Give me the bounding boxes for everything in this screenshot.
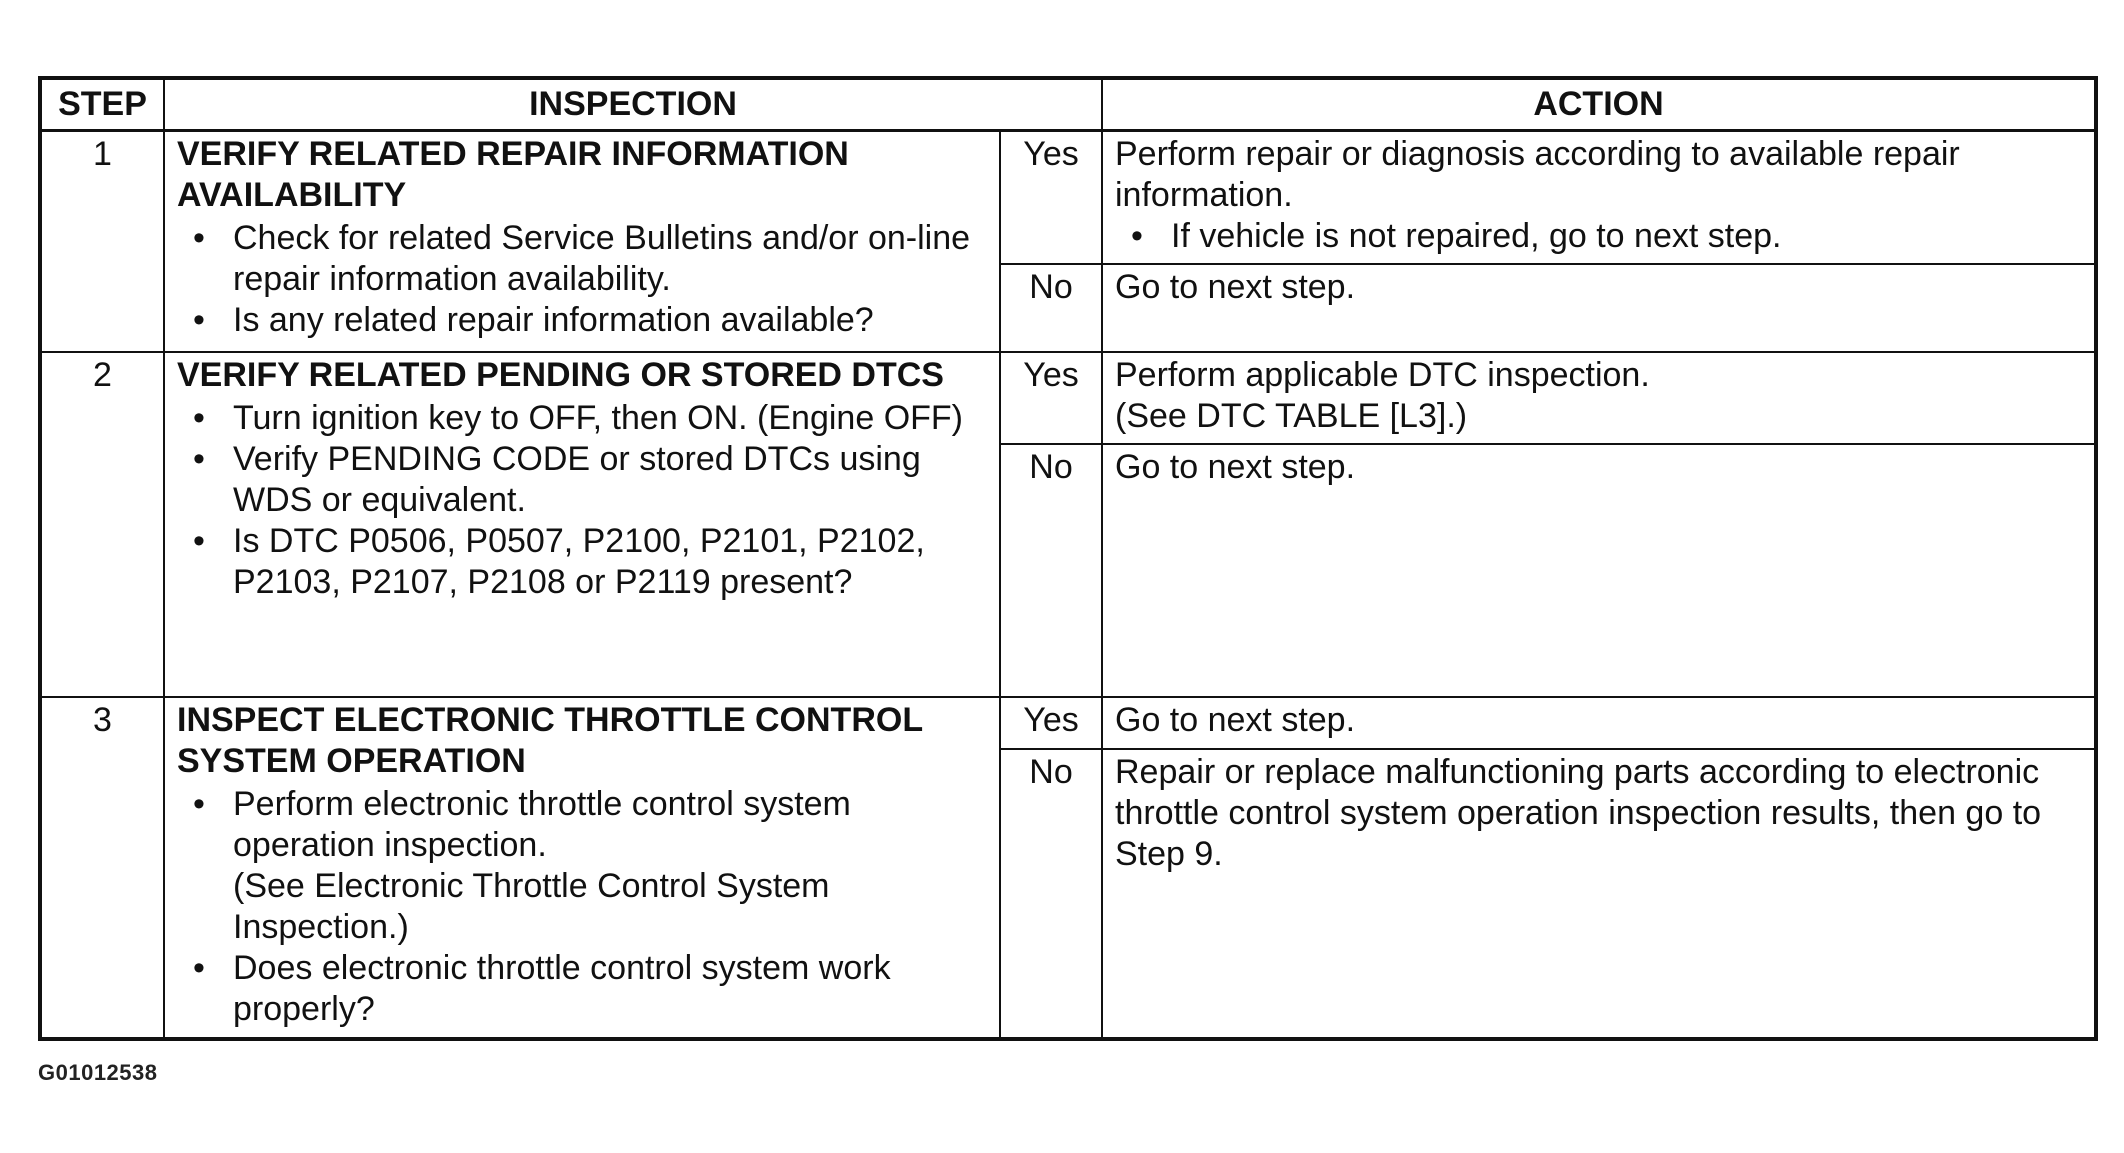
- inspection-bullets: [177, 784, 989, 1030]
- no-action-text: Go to next step.: [1115, 268, 1356, 306]
- list-item: [177, 218, 989, 300]
- no-action-cell: [1102, 264, 2096, 352]
- inspection-bullets: [177, 398, 989, 603]
- no-label: No: [1000, 264, 1102, 352]
- table-row: [40, 352, 2096, 444]
- bullet-text: If vehicle is not repaired, go to next step.: [1171, 217, 1782, 255]
- yes-label: Yes: [1000, 697, 1102, 749]
- bullet-text: Perform electronic throttle control system operation inspection. (See Electronic Throttle Control System Inspection.): [233, 785, 851, 946]
- no-action-text: Go to next step.: [1115, 448, 1356, 486]
- step-number: 1: [40, 131, 164, 353]
- yes-label: Yes: [1000, 352, 1102, 444]
- list-item: [1115, 216, 2084, 257]
- yes-action-cell: [1102, 131, 2096, 265]
- step-number: 2: [40, 352, 164, 697]
- yes-action-cell: [1102, 697, 2096, 749]
- list-item: [177, 439, 989, 521]
- bullet-icon: •: [193, 522, 205, 560]
- no-label: No: [1000, 444, 1102, 697]
- bullet-icon: •: [193, 399, 205, 437]
- bullet-icon: •: [193, 219, 205, 257]
- yes-label: Yes: [1000, 131, 1102, 265]
- bullet-text: Is DTC P0506, P0507, P2100, P2101, P2102, P2103, P2107, P2108 or P2119 present?: [233, 522, 925, 601]
- diagnostic-procedure-table: [38, 76, 2098, 1041]
- yes-action-text: Go to next step.: [1115, 701, 1356, 739]
- bullet-icon: •: [193, 440, 205, 478]
- list-item: [177, 784, 989, 948]
- list-item: [177, 398, 989, 439]
- no-action-cell: [1102, 444, 2096, 697]
- list-item: [177, 948, 989, 1030]
- bullet-text: Is any related repair information available?: [233, 301, 874, 339]
- list-item: [177, 300, 989, 341]
- inspection-cell: [164, 131, 1000, 353]
- table-row: [40, 697, 2096, 749]
- inspection-cell: [164, 352, 1000, 697]
- inspection-title: VERIFY RELATED PENDING OR STORED DTCS: [177, 356, 944, 394]
- header-action: ACTION: [1102, 78, 2096, 131]
- yes-action-text: Perform applicable DTC inspection. (See DTC TABLE [L3].): [1115, 356, 1650, 435]
- no-action-text: Repair or replace malfunctioning parts according to electronic throttle control system operation inspection results, then go to Step 9.: [1115, 753, 2042, 873]
- figure-id-label: G01012538: [38, 1060, 158, 1085]
- bullet-text: Turn ignition key to OFF, then ON. (Engine OFF): [233, 399, 964, 437]
- bullet-icon: •: [193, 301, 205, 339]
- inspection-title: INSPECT ELECTRONIC THROTTLE CONTROL SYSTEM OPERATION: [177, 701, 923, 780]
- bullet-icon: •: [193, 785, 205, 823]
- bullet-icon: •: [1131, 217, 1143, 255]
- inspection-cell: [164, 697, 1000, 1039]
- step-number: 3: [40, 697, 164, 1039]
- inspection-bullets: [177, 218, 989, 341]
- yes-action-cell: [1102, 352, 2096, 444]
- no-label: No: [1000, 749, 1102, 1039]
- table-row: [40, 131, 2096, 265]
- bullet-icon: •: [193, 949, 205, 987]
- action-bullets: [1115, 216, 2084, 257]
- yes-action-text: Perform repair or diagnosis according to available repair information.: [1115, 135, 1960, 214]
- inspection-title: VERIFY RELATED REPAIR INFORMATION AVAILABILITY: [177, 135, 849, 214]
- header-step: STEP: [40, 78, 164, 131]
- header-inspection: INSPECTION: [164, 78, 1102, 131]
- list-item: [177, 521, 989, 603]
- table-header-row: [40, 78, 2096, 131]
- bullet-text: Does electronic throttle control system work properly?: [233, 949, 891, 1028]
- bullet-text: Verify PENDING CODE or stored DTCs using WDS or equivalent.: [233, 440, 921, 519]
- bullet-text: Check for related Service Bulletins and/or on-line repair information availability.: [233, 219, 971, 298]
- no-action-cell: [1102, 749, 2096, 1039]
